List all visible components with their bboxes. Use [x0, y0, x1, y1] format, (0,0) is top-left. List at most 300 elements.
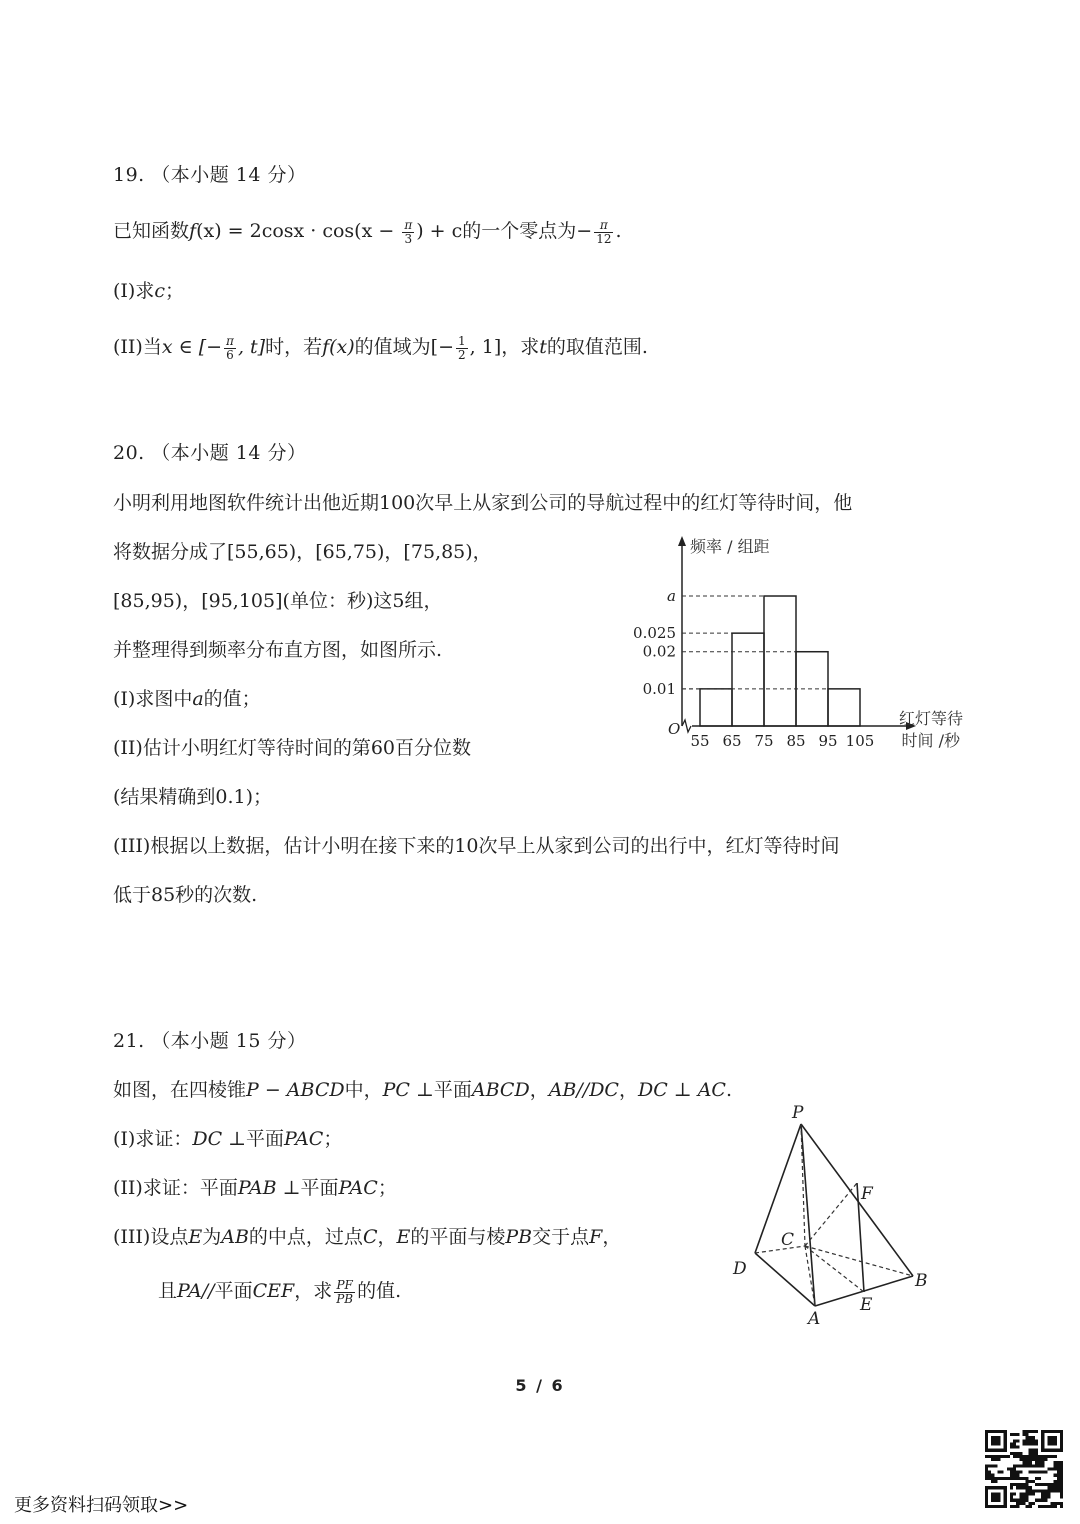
qr-module	[1060, 1483, 1063, 1486]
qr-module	[1013, 1433, 1016, 1436]
qr-module	[1035, 1439, 1038, 1442]
qr-module	[1060, 1467, 1063, 1470]
qr-module	[1057, 1477, 1060, 1480]
qr-module	[1013, 1455, 1016, 1458]
qr-module	[1060, 1492, 1063, 1495]
qr-module	[1051, 1483, 1054, 1486]
qr-module	[1022, 1442, 1025, 1445]
qr-module	[1057, 1486, 1060, 1489]
qr-module	[1060, 1502, 1063, 1505]
qr-module	[1038, 1477, 1041, 1480]
qr-module	[1026, 1480, 1029, 1483]
qr-module	[1022, 1439, 1025, 1442]
qr-module	[1029, 1458, 1032, 1461]
qr-module	[1013, 1474, 1016, 1477]
qr-module	[985, 1430, 988, 1452]
qr-module	[1032, 1502, 1035, 1505]
qr-module	[1013, 1442, 1016, 1445]
qr-module	[1010, 1499, 1013, 1502]
qr-module	[994, 1477, 997, 1480]
qr-module	[1054, 1489, 1057, 1492]
qr-module	[1029, 1486, 1032, 1489]
qr-module	[1032, 1458, 1035, 1461]
q19-part2: (II)当x ∈ [− $\frac{\pi}{6}$ , t]时，若f(x)的值域为[− $\frac{1}{2}$ , 1]，求t的取值范围.	[113, 333, 648, 362]
qr-module	[994, 1458, 997, 1461]
qr-module	[1054, 1455, 1057, 1458]
qr-module	[985, 1430, 1007, 1433]
page-number: 5 / 6	[515, 1376, 565, 1395]
qr-module	[1032, 1436, 1035, 1439]
qr-module	[1019, 1502, 1022, 1505]
qr-module	[1032, 1492, 1035, 1495]
qr-module	[1019, 1492, 1022, 1495]
qr-module	[1029, 1455, 1032, 1458]
qr-module	[1026, 1442, 1029, 1445]
y-tick-label: 0.01	[642, 679, 676, 698]
label-e: E	[860, 1295, 873, 1315]
qr-module	[1019, 1464, 1022, 1467]
x-axis-label-line1: 红灯等待	[898, 709, 963, 728]
qr-module	[1057, 1464, 1060, 1467]
qr-module	[1041, 1455, 1044, 1458]
qr-module	[1019, 1496, 1022, 1499]
qr-module	[1051, 1489, 1054, 1492]
qr-module	[1019, 1452, 1022, 1455]
x-tick-label: 65	[722, 732, 742, 750]
qr-module	[1026, 1496, 1029, 1499]
qr-module	[1035, 1489, 1038, 1492]
label-d: D	[733, 1259, 747, 1279]
histogram-bar	[764, 596, 796, 726]
qr-module	[1010, 1486, 1013, 1489]
qr-module	[1010, 1446, 1013, 1449]
qr-module	[1001, 1477, 1004, 1480]
qr-module	[1038, 1455, 1041, 1458]
qr-module	[985, 1467, 988, 1470]
edge-pb	[801, 1124, 913, 1276]
qr-module	[1022, 1458, 1025, 1461]
qr-module	[1029, 1464, 1032, 1467]
qr-module	[1026, 1492, 1029, 1495]
qr-module	[1044, 1505, 1047, 1508]
qr-module	[1013, 1505, 1016, 1508]
qr-module	[1001, 1455, 1004, 1458]
qr-module	[1022, 1464, 1025, 1467]
qr-module	[1047, 1483, 1050, 1486]
qr-module	[1038, 1471, 1041, 1474]
qr-module	[1016, 1505, 1019, 1508]
qr-module	[1057, 1474, 1060, 1477]
qr-module	[1016, 1455, 1019, 1458]
qr-module	[1060, 1480, 1063, 1483]
qr-module	[1016, 1499, 1019, 1502]
qr-module	[1041, 1492, 1044, 1495]
qr-module	[988, 1474, 991, 1477]
y-axis-arrow	[678, 536, 686, 546]
axis-break	[682, 720, 691, 732]
x-tick-label: 95	[818, 732, 838, 750]
qr-module	[1029, 1480, 1032, 1483]
qr-module	[1044, 1483, 1047, 1486]
y-axis-label: 频率 / 组距	[690, 537, 770, 556]
qr-module	[1032, 1464, 1035, 1467]
qr-module	[1044, 1492, 1047, 1495]
x-tick-label: 85	[786, 732, 806, 750]
qr-module	[1032, 1480, 1035, 1483]
qr-module	[1013, 1467, 1016, 1470]
qr-module	[1016, 1433, 1019, 1436]
qr-module	[1051, 1505, 1054, 1508]
qr-module	[1016, 1446, 1019, 1449]
qr-module	[1026, 1433, 1029, 1436]
qr-module	[1044, 1489, 1047, 1492]
pyramid-figure	[725, 1098, 940, 1326]
qr-module	[1016, 1477, 1019, 1480]
qr-module	[1007, 1467, 1010, 1470]
qr-module	[1047, 1489, 1050, 1492]
qr-module	[1022, 1483, 1025, 1486]
qr-module	[1026, 1436, 1029, 1439]
qr-module	[1035, 1455, 1038, 1458]
qr-module	[1060, 1489, 1063, 1492]
qr-module	[1016, 1439, 1019, 1442]
qr-module	[1041, 1430, 1044, 1452]
histogram-bar	[828, 689, 860, 726]
qr-module	[1057, 1483, 1060, 1486]
qr-module	[988, 1464, 991, 1467]
qr-module	[1051, 1502, 1054, 1505]
x-tick-label: 55	[690, 732, 710, 750]
qr-module	[1035, 1483, 1038, 1486]
qr-module	[1029, 1502, 1032, 1505]
qr-module	[1004, 1455, 1007, 1458]
x-tick-label: 105	[845, 732, 875, 750]
qr-module	[1057, 1480, 1060, 1483]
qr-module	[985, 1486, 1007, 1489]
qr-module	[1026, 1489, 1029, 1492]
qr-module	[1013, 1499, 1016, 1502]
qr-module	[985, 1477, 988, 1480]
qr-module	[1038, 1499, 1041, 1502]
qr-module	[1032, 1439, 1035, 1442]
qr-module	[988, 1471, 991, 1474]
qr-module	[1060, 1477, 1063, 1480]
qr-module	[1004, 1477, 1007, 1480]
qr-module	[994, 1455, 997, 1458]
qr-module	[1051, 1486, 1054, 1489]
qr-module	[1013, 1439, 1016, 1442]
q20-line3: [85,95)，[95,105](单位：秒)这5组，	[113, 590, 443, 612]
qr-module	[1054, 1486, 1057, 1489]
qr-module	[991, 1464, 994, 1467]
qr-module	[985, 1471, 988, 1474]
qr-module	[1026, 1499, 1029, 1502]
qr-module	[1013, 1471, 1016, 1474]
qr-module	[1026, 1505, 1029, 1508]
edge-cb-hidden	[805, 1246, 913, 1276]
qr-module	[1032, 1455, 1035, 1458]
qr-module	[1044, 1458, 1047, 1461]
q20-part1: (I)求图中a的值；	[113, 688, 261, 710]
qr-module	[1026, 1486, 1029, 1489]
qr-module	[1038, 1458, 1041, 1461]
qr-module	[991, 1436, 1000, 1445]
qr-module	[1026, 1430, 1029, 1433]
qr-module	[1038, 1461, 1041, 1464]
edge-pa	[801, 1124, 815, 1306]
qr-module	[1060, 1464, 1063, 1467]
q19-part1: (I)求c；	[113, 280, 185, 302]
qr-module	[1051, 1455, 1054, 1458]
qr-module	[1019, 1486, 1022, 1489]
qr-module	[1035, 1442, 1038, 1445]
qr-module	[1057, 1467, 1060, 1470]
q20-line1: 小明利用地图软件统计出他近期100次早上从家到公司的导航过程中的红灯等待时间，他	[113, 492, 853, 514]
qr-module	[1029, 1442, 1032, 1445]
qr-module	[1060, 1430, 1063, 1452]
qr-module	[1054, 1474, 1057, 1477]
qr-module	[1047, 1436, 1056, 1445]
qr-module	[1041, 1483, 1044, 1486]
qr-module	[1016, 1464, 1019, 1467]
qr-module	[1041, 1496, 1044, 1499]
qr-module	[1001, 1471, 1004, 1474]
qr-module	[1047, 1467, 1050, 1470]
qr-module	[1060, 1496, 1063, 1499]
qr-module	[1041, 1471, 1044, 1474]
q19-header: 19. （本小题 14 分）	[113, 164, 307, 186]
qr-module	[1026, 1455, 1029, 1458]
footer-scan-prompt: 更多资料扫码领取>>	[14, 1495, 189, 1516]
q21-part3-cont: 且PA//平面CEF，求 $\frac{PF}{PB}$ 的值.	[158, 1277, 402, 1306]
qr-module	[991, 1455, 994, 1458]
x-tick-label: 75	[754, 732, 774, 750]
qr-module	[1029, 1505, 1032, 1508]
qr-module	[1010, 1433, 1013, 1436]
qr-module	[985, 1505, 1007, 1508]
qr-module	[1022, 1430, 1025, 1433]
q20-part2: (II)估计小明红灯等待时间的第60百分位数	[113, 737, 472, 759]
qr-module	[1060, 1474, 1063, 1477]
qr-module	[1057, 1471, 1060, 1474]
qr-module	[1041, 1461, 1044, 1464]
qr-module	[1019, 1483, 1022, 1486]
q21-part2: (II)求证：平面PAB ⊥平面PAC；	[113, 1177, 397, 1199]
qr-module	[1057, 1489, 1060, 1492]
origin-label: O	[668, 720, 681, 738]
qr-module	[1029, 1439, 1032, 1442]
y-tick-label: 0.02	[642, 642, 676, 661]
qr-module	[1054, 1480, 1057, 1483]
qr-module	[994, 1464, 997, 1467]
qr-module	[1007, 1455, 1010, 1458]
qr-module	[985, 1486, 988, 1508]
qr-module	[1022, 1492, 1025, 1495]
qr-module	[1026, 1477, 1029, 1480]
qr-module	[1057, 1461, 1060, 1464]
qr-module	[1035, 1458, 1038, 1461]
qr-module	[1013, 1483, 1016, 1486]
qr-module	[1032, 1449, 1035, 1452]
edge-dc-hidden	[755, 1246, 805, 1253]
qr-module	[1013, 1446, 1016, 1449]
qr-module	[1035, 1430, 1038, 1433]
qr-module	[985, 1464, 988, 1467]
qr-module	[1016, 1452, 1019, 1455]
qr-module	[1029, 1471, 1032, 1474]
qr-module	[1019, 1471, 1022, 1474]
qr-module	[991, 1480, 994, 1483]
qr-module	[988, 1477, 991, 1480]
qr-module	[1054, 1464, 1057, 1467]
qr-module	[1051, 1467, 1054, 1470]
q20-part3: (III)根据以上数据，估计小明在接下来的10次早上从家到公司的出行中，红灯等待时间	[113, 835, 840, 857]
qr-module	[1041, 1458, 1044, 1461]
qr-module	[1047, 1496, 1050, 1499]
qr-module	[1019, 1455, 1022, 1458]
qr-module	[1054, 1502, 1057, 1505]
qr-module	[1035, 1449, 1038, 1452]
qr-module	[997, 1458, 1000, 1461]
q21-stem: 如图，在四棱锥P − ABCD中，PC ⊥平面ABCD，AB//DC，DC ⊥ AC.	[113, 1079, 733, 1101]
qr-module	[1004, 1486, 1007, 1508]
qr-module	[1038, 1483, 1041, 1486]
qr-module	[1022, 1433, 1025, 1436]
qr-module	[1044, 1499, 1047, 1502]
q20-line4: 并整理得到频率分布直方图，如图所示.	[113, 639, 443, 661]
qr-module	[1010, 1505, 1013, 1508]
qr-module	[1029, 1449, 1032, 1452]
qr-module	[1013, 1492, 1016, 1495]
qr-module	[1035, 1461, 1038, 1464]
qr-module	[1054, 1483, 1057, 1486]
qr-module	[1035, 1477, 1038, 1480]
qr-module	[1060, 1471, 1063, 1474]
q21-part3: (III)设点E为AB的中点，过点C，E的平面与棱PB交于点F，	[113, 1226, 622, 1248]
qr-module	[1041, 1505, 1044, 1508]
label-f: F	[861, 1184, 873, 1204]
histogram-bar	[732, 633, 764, 726]
qr-module	[1004, 1430, 1007, 1452]
qr-module	[1038, 1489, 1041, 1492]
qr-module	[1044, 1455, 1047, 1458]
qr-module	[1032, 1489, 1035, 1492]
qr-module	[1032, 1471, 1035, 1474]
edge-ca-hidden	[805, 1246, 815, 1306]
qr-module	[1029, 1492, 1032, 1495]
qr-module	[1010, 1483, 1013, 1486]
edge-pd	[755, 1124, 801, 1253]
qr-module	[1029, 1430, 1032, 1433]
qr-module	[1029, 1436, 1032, 1439]
qr-module	[1022, 1502, 1025, 1505]
qr-module	[1032, 1452, 1035, 1455]
qr-module	[1038, 1505, 1041, 1508]
q21-header: 21. （本小题 15 分）	[113, 1030, 307, 1052]
qr-module	[991, 1477, 994, 1480]
qr-module	[1019, 1499, 1022, 1502]
qr-module	[1010, 1471, 1013, 1474]
qr-module	[1029, 1461, 1032, 1464]
qr-module	[997, 1455, 1000, 1458]
qr-module	[1041, 1430, 1063, 1433]
qr-module	[1010, 1442, 1013, 1445]
qr-module	[997, 1471, 1000, 1474]
qr-module	[1010, 1496, 1013, 1499]
qr-module	[1026, 1439, 1029, 1442]
qr-module	[1035, 1471, 1038, 1474]
q20-line2: 将数据分成了[55,65)，[65,75)，[75,85)，	[113, 541, 492, 563]
qr-module	[988, 1455, 991, 1458]
histogram-bar	[700, 689, 732, 726]
qr-module	[1044, 1471, 1047, 1474]
qr-module	[1041, 1449, 1063, 1452]
label-c: C	[781, 1230, 795, 1250]
qr-module	[1035, 1499, 1038, 1502]
qr-module	[1047, 1486, 1050, 1489]
edge-da	[755, 1253, 815, 1306]
edge-cf-hidden	[805, 1183, 857, 1246]
qr-module	[994, 1480, 997, 1483]
qr-module	[991, 1458, 994, 1461]
q20-part2-note: (结果精确到0.1)；	[113, 786, 273, 808]
qr-module	[1019, 1477, 1022, 1480]
qr-module	[1016, 1474, 1019, 1477]
q19-stem: 已知函数f(x) = 2cosx · cos(x − $\frac{\pi}{3}$ ) + c的一个零点为− $\frac{\pi}{12}$ .	[113, 217, 622, 246]
qr-module	[1032, 1430, 1035, 1433]
qr-module	[997, 1477, 1000, 1480]
qr-module	[1044, 1496, 1047, 1499]
qr-module	[1010, 1477, 1013, 1480]
qr-module	[1060, 1486, 1063, 1489]
qr-module	[1010, 1492, 1013, 1495]
qr-module	[1026, 1483, 1029, 1486]
qr-module	[1054, 1461, 1057, 1464]
qr-module	[1022, 1461, 1025, 1464]
qr-module	[1010, 1467, 1013, 1470]
x-axis-label-line2: 时间 /秒	[901, 731, 960, 750]
qr-module	[1035, 1452, 1038, 1455]
qr-module	[1041, 1499, 1044, 1502]
qr-module	[1013, 1477, 1016, 1480]
qr-module	[1041, 1464, 1044, 1467]
qr-module	[1022, 1496, 1025, 1499]
qr-module	[1013, 1464, 1016, 1467]
qr-module	[1019, 1458, 1022, 1461]
qr-module	[1029, 1489, 1032, 1492]
y-tick-label: 0.025	[633, 624, 676, 643]
qr-code-icon	[985, 1430, 1063, 1508]
qr-module	[1060, 1461, 1063, 1464]
qr-module	[991, 1492, 1000, 1501]
qr-module	[1060, 1505, 1063, 1508]
qr-module	[1016, 1471, 1019, 1474]
qr-module	[1016, 1486, 1019, 1489]
qr-module	[1026, 1458, 1029, 1461]
q20-part3-cont: 低于85秒的次数.	[113, 884, 258, 906]
qr-module	[985, 1449, 1007, 1452]
qr-module	[1022, 1477, 1025, 1480]
qr-module	[1022, 1486, 1025, 1489]
qr-module	[1047, 1505, 1050, 1508]
qr-module	[1026, 1461, 1029, 1464]
qr-module	[1022, 1499, 1025, 1502]
qr-module	[1010, 1452, 1013, 1455]
y-tick-label: a	[667, 587, 676, 606]
label-b: B	[915, 1271, 928, 1291]
qr-module	[1032, 1442, 1035, 1445]
qr-module	[1022, 1455, 1025, 1458]
